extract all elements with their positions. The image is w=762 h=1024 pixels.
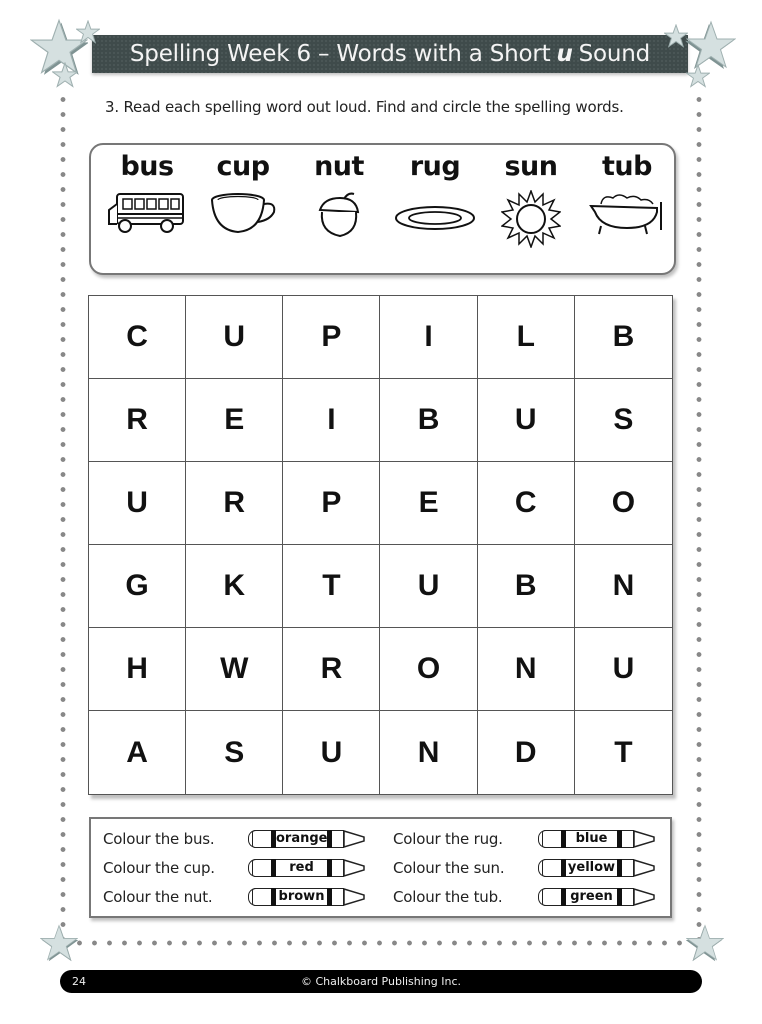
grid-cell[interactable]: T <box>614 735 633 769</box>
star-icon <box>686 64 710 88</box>
grid-cell[interactable]: U <box>283 711 380 794</box>
crayon-colour-name: yellow <box>567 860 616 875</box>
star-icon <box>686 20 736 70</box>
grid-cell[interactable]: P <box>283 296 380 379</box>
sun-icon <box>501 190 561 248</box>
crayon-icon <box>248 858 366 878</box>
colour-label: Colour the sun. <box>393 859 505 877</box>
colour-row-bus <box>103 827 366 851</box>
grid-cell[interactable]: G <box>89 545 186 628</box>
crayon-icon <box>248 887 366 907</box>
grid-cell[interactable]: O <box>380 628 477 711</box>
page-footer <box>60 970 702 993</box>
star-icon <box>664 24 688 48</box>
grid-cell[interactable]: A <box>89 711 186 794</box>
acorn-icon <box>314 190 364 240</box>
grid-cell[interactable]: U <box>380 545 477 628</box>
page-number: 24 <box>72 975 86 988</box>
colour-row-cup <box>103 856 366 880</box>
grid-cell[interactable]: C <box>478 462 575 545</box>
colour-label: Colour the rug. <box>393 830 503 848</box>
colour-row-nut <box>103 885 366 909</box>
crayon-icon <box>538 829 656 849</box>
page-title: Spelling Week 6 – Words with a Short <box>129 41 551 67</box>
grid-cell[interactable]: E <box>380 462 477 545</box>
grid-cell[interactable]: C <box>89 296 186 379</box>
word-search-grid <box>88 295 673 795</box>
colour-label: Colour the cup. <box>103 859 215 877</box>
word-label: nut <box>314 151 364 182</box>
grid-cell[interactable]: U <box>478 379 575 462</box>
grid-cell[interactable]: S <box>186 711 283 794</box>
grid-cell[interactable]: P <box>283 462 380 545</box>
grid-cell[interactable]: U <box>575 628 672 711</box>
crayon-icon <box>538 858 656 878</box>
word-bank-item-cup <box>195 151 291 236</box>
star-icon <box>40 924 78 962</box>
colour-label: Colour the bus. <box>103 830 215 848</box>
grid-cell[interactable]: K <box>186 545 283 628</box>
word-bank-item-bus <box>99 151 195 236</box>
page-title-suffix: Sound <box>578 41 651 67</box>
crayon-colour-name: brown <box>278 889 325 904</box>
grid-cell[interactable]: R <box>89 379 186 462</box>
grid-cell[interactable]: L <box>478 296 575 379</box>
dotted-border-bottom <box>72 940 692 946</box>
grid-cell[interactable]: B <box>478 545 575 628</box>
grid-cell[interactable]: U <box>186 296 283 379</box>
rug-icon <box>393 190 477 234</box>
grid-cell[interactable]: B <box>575 296 672 379</box>
title-banner <box>92 35 688 73</box>
word-label: bus <box>120 151 174 182</box>
grid-cell[interactable]: O <box>575 462 672 545</box>
crayon-colour-name: orange <box>276 831 328 846</box>
star-icon <box>52 62 78 88</box>
colour-label: Colour the tub. <box>393 888 503 906</box>
word-bank-item-nut <box>291 151 387 240</box>
crayon-colour-name: blue <box>575 831 608 846</box>
grid-cell[interactable]: B <box>380 379 477 462</box>
instruction-text: 3. Read each spelling word out loud. Find and circle the spelling words. <box>105 98 624 116</box>
colour-label: Colour the nut. <box>103 888 213 906</box>
word-label: tub <box>602 151 652 182</box>
colour-row-tub <box>393 885 656 909</box>
crayon-icon <box>248 829 366 849</box>
word-bank-item-tub <box>579 151 675 240</box>
crayon-icon <box>538 887 656 907</box>
star-icon <box>76 20 100 44</box>
dotted-border-left <box>60 92 66 940</box>
grid-cell[interactable]: N <box>575 545 672 628</box>
star-icon <box>686 924 724 962</box>
grid-cell[interactable]: S <box>575 379 672 462</box>
grid-cell[interactable]: D <box>478 711 575 794</box>
grid-cell[interactable]: N <box>478 628 575 711</box>
word-label: rug <box>409 151 461 182</box>
school-bus-icon <box>107 190 187 236</box>
grid-cell[interactable]: W <box>186 628 283 711</box>
grid-cell[interactable]: N <box>380 711 477 794</box>
grid-cell[interactable]: T <box>283 545 380 628</box>
grid-cell[interactable]: H <box>89 628 186 711</box>
word-bank <box>89 143 676 275</box>
word-bank-item-sun <box>483 151 579 248</box>
colour-row-rug <box>393 827 656 851</box>
colouring-instructions <box>89 817 672 918</box>
grid-cell[interactable]: U <box>89 462 186 545</box>
bathtub-icon <box>587 190 667 240</box>
dotted-border-right <box>696 92 702 940</box>
grid-cell[interactable]: I <box>283 379 380 462</box>
title-emphasis-letter: u <box>556 41 573 67</box>
word-label: cup <box>216 151 270 182</box>
grid-cell[interactable]: I <box>380 296 477 379</box>
teacup-icon <box>208 190 278 236</box>
grid-cell[interactable]: R <box>186 462 283 545</box>
copyright-text: © Chalkboard Publishing Inc. <box>300 975 462 988</box>
crayon-colour-name: red <box>289 860 314 875</box>
word-label: sun <box>504 151 558 182</box>
grid-cell[interactable]: E <box>186 379 283 462</box>
word-bank-item-rug <box>387 151 483 234</box>
crayon-colour-name: green <box>570 889 613 904</box>
colour-row-sun <box>393 856 656 880</box>
grid-cell[interactable]: R <box>283 628 380 711</box>
